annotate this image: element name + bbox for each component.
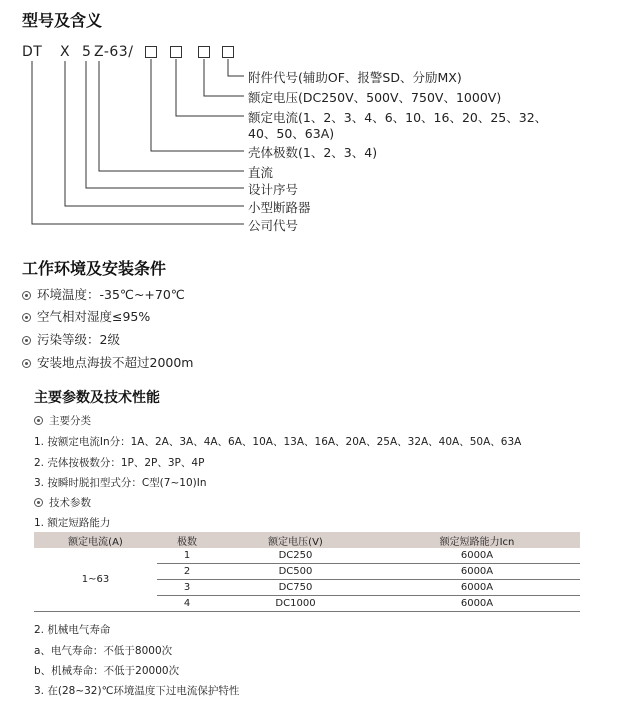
desc-design: 设计序号 bbox=[248, 182, 299, 197]
tech-heading: 技术参数 bbox=[34, 495, 91, 510]
table-cell: DC250 bbox=[217, 548, 374, 564]
life-item: a、电气寿命：不低于8000次 bbox=[34, 645, 173, 657]
env-item: 安装地点海拔不超过2000m bbox=[22, 353, 194, 371]
env-section-title: 工作环境及安装条件 bbox=[22, 259, 167, 278]
code-dt: DT bbox=[22, 44, 43, 60]
bullet-icon bbox=[34, 416, 43, 425]
desc-poles: 壳体极数(1、2、3、4) bbox=[248, 145, 378, 160]
code-x: X bbox=[60, 44, 71, 60]
table-cell: 3 bbox=[157, 580, 217, 596]
table-cell: 6000A bbox=[374, 564, 580, 580]
desc-dc: 直流 bbox=[248, 165, 274, 180]
table-cell: DC1000 bbox=[217, 596, 374, 612]
table-cell: 6000A bbox=[374, 548, 580, 564]
short-circuit-heading: 1. 额定短路能力 bbox=[34, 517, 111, 529]
classification-item: 1. 按额定电流In分：1A、2A、3A、4A、6A、10A、13A、16A、20A、25A、32A、40A、50A、63A bbox=[34, 436, 522, 448]
table-row bbox=[34, 548, 580, 564]
code-z63: Z-63/ bbox=[94, 44, 134, 60]
table-cell: 6000A bbox=[374, 580, 580, 596]
table-cell: 1 bbox=[157, 548, 217, 564]
bullet-icon bbox=[34, 498, 43, 507]
desc-current-cont: 40、50、63A) bbox=[248, 126, 335, 141]
env-item: 污染等级：2级 bbox=[22, 330, 120, 348]
table-cell: 6000A bbox=[374, 596, 580, 612]
bullet-icon bbox=[22, 313, 31, 322]
life-item: b、机械寿命：不低于20000次 bbox=[34, 665, 180, 677]
table-header-cell: 极数 bbox=[157, 532, 217, 548]
desc-voltage: 额定电压(DC250V、500V、750V、1000V) bbox=[248, 90, 502, 105]
bullet-icon bbox=[22, 291, 31, 300]
table-header-cell: 额定短路能力Icn bbox=[374, 532, 580, 548]
classification-item: 2. 壳体按极数分：1P、2P、3P、4P bbox=[34, 457, 205, 469]
table-cell: 2 bbox=[157, 564, 217, 580]
env-item: 环境温度：-35℃~+70℃ bbox=[22, 285, 185, 303]
table-header-row bbox=[34, 532, 580, 548]
bullet-icon bbox=[22, 359, 31, 368]
model-section-title: 型号及含义 bbox=[22, 11, 103, 30]
code-five: 5 bbox=[82, 44, 92, 60]
desc-company: 公司代号 bbox=[248, 218, 299, 233]
short-circuit-table bbox=[34, 532, 580, 612]
bullet-icon bbox=[22, 336, 31, 345]
env-item: 空气相对湿度≤95% bbox=[22, 307, 150, 325]
life-heading: 2. 机械电气寿命 bbox=[34, 624, 111, 636]
classification-heading: 主要分类 bbox=[34, 413, 91, 428]
desc-breaker: 小型断路器 bbox=[248, 200, 311, 215]
params-section-title: 主要参数及技术性能 bbox=[34, 390, 160, 406]
table-header-cell: 额定电压(V) bbox=[217, 532, 374, 548]
table-cell-current: 1~63 bbox=[34, 548, 157, 612]
table-cell: DC750 bbox=[217, 580, 374, 596]
table-header-cell: 额定电流(A) bbox=[34, 532, 157, 548]
desc-accessory: 附件代号(辅助OF、报警SD、分励MX) bbox=[248, 70, 462, 85]
table-cell: 4 bbox=[157, 596, 217, 612]
table-cell: DC500 bbox=[217, 564, 374, 580]
classification-item: 3. 按瞬时脱扣型式分：C型(7~10)In bbox=[34, 477, 207, 489]
desc-current: 额定电流(1、2、3、4、6、10、16、20、25、32、 bbox=[248, 110, 548, 125]
protection-heading: 3. 在(28~32)℃环境温度下过电流保护特性 bbox=[34, 685, 240, 697]
